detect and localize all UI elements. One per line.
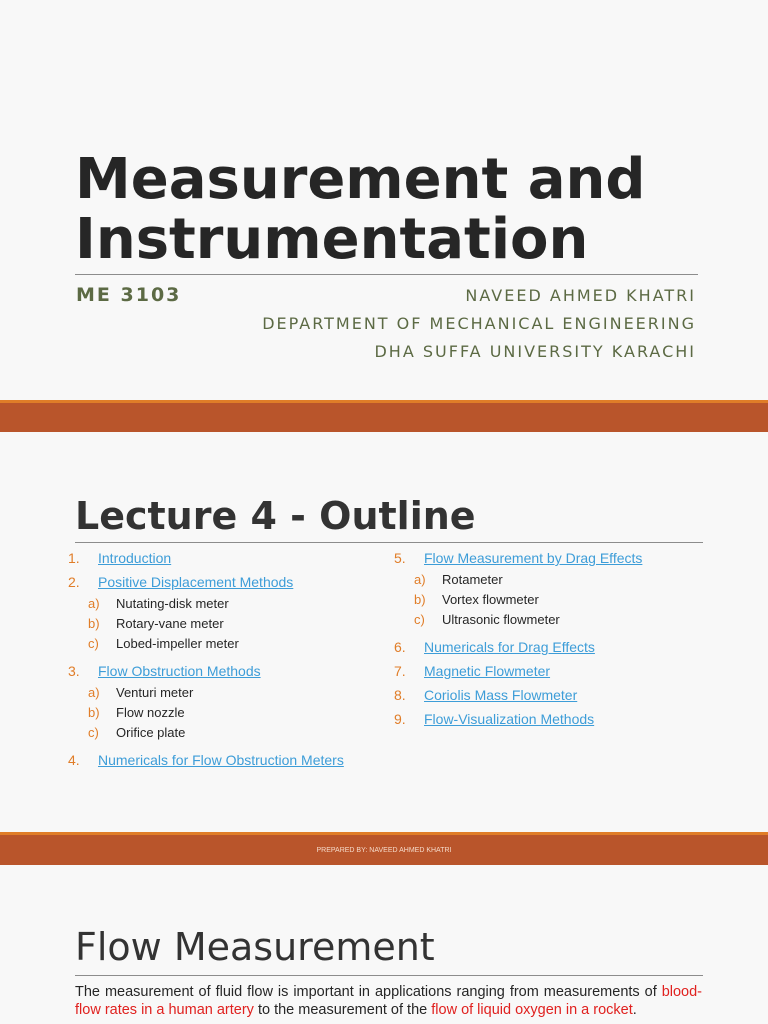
slide-separator-band bbox=[0, 400, 768, 432]
outline-subitem-letter: a) bbox=[88, 596, 100, 611]
outline-subitem-letter: a) bbox=[88, 685, 100, 700]
outline-subitem-letter: c) bbox=[88, 725, 99, 740]
title-line-1: Measurement and bbox=[75, 147, 646, 212]
title-divider bbox=[75, 274, 698, 275]
outline-left-column bbox=[68, 550, 378, 776]
outline-item bbox=[394, 663, 714, 679]
outline-item-number: 3. bbox=[68, 663, 80, 679]
outline-subitem-text: Rotameter bbox=[442, 572, 503, 587]
para-text: . bbox=[632, 1002, 637, 1018]
outline-subitem-text: Orifice plate bbox=[116, 725, 186, 740]
para-highlight: flow of liquid oxygen in a rocket bbox=[431, 1002, 633, 1018]
outline-item-number: 6. bbox=[394, 639, 406, 655]
para-highlight: blood-flow rates in a human artery bbox=[75, 984, 702, 1018]
outline-subitem-text: Flow nozzle bbox=[116, 705, 185, 720]
outline-item-number: 9. bbox=[394, 711, 406, 727]
outline-item bbox=[68, 752, 378, 768]
outline-subitem-letter: c) bbox=[414, 612, 425, 627]
outline-item-link[interactable]: Flow Obstruction Methods bbox=[98, 663, 261, 679]
para-text: The measurement of fluid flow is important in applications ranging from measurements of bbox=[75, 984, 662, 1000]
outline-item-link[interactable]: Coriolis Mass Flowmeter bbox=[424, 687, 578, 703]
outline-subitem bbox=[88, 723, 378, 743]
outline-item bbox=[68, 574, 378, 590]
university-name: DHA SUFFA UNIVERSITY KARACHI bbox=[374, 342, 696, 361]
flow-measurement-slide bbox=[0, 865, 768, 1024]
outline-item bbox=[394, 550, 714, 566]
outline-item-link[interactable]: Numericals for Drag Effects bbox=[424, 639, 595, 655]
outline-subitem bbox=[88, 683, 378, 703]
outline-subitem-text: Vortex flowmeter bbox=[442, 592, 539, 607]
outline-item bbox=[68, 663, 378, 679]
outline-item-number: 1. bbox=[68, 550, 80, 566]
outline-subitem-letter: b) bbox=[414, 592, 426, 607]
outline-item-link[interactable]: Numericals for Flow Obstruction Meters bbox=[98, 752, 344, 768]
intro-paragraph bbox=[75, 983, 702, 1019]
outline-subitem bbox=[414, 570, 714, 590]
band-edge bbox=[0, 400, 768, 403]
outline-subitems bbox=[394, 570, 714, 630]
outline-subitem-text: Venturi meter bbox=[116, 685, 194, 700]
para-text: to the measurement of the bbox=[253, 1002, 432, 1018]
outline-subitems bbox=[68, 683, 378, 743]
outline-title: Lecture 4 - Outline bbox=[75, 494, 476, 538]
presentation-title bbox=[75, 147, 715, 272]
outline-item bbox=[394, 687, 714, 703]
outline-subitem bbox=[88, 634, 378, 654]
outline-subitem-text: Lobed-impeller meter bbox=[116, 636, 239, 651]
outline-subitem-letter: c) bbox=[88, 636, 99, 651]
outline-subitem-text: Nutating-disk meter bbox=[116, 596, 229, 611]
outline-item bbox=[394, 639, 714, 655]
outline-subitem bbox=[88, 703, 378, 723]
author-name: NAVEED AHMED KHATRI bbox=[465, 286, 696, 305]
outline-subitem-letter: b) bbox=[88, 616, 100, 631]
outline-item-link[interactable]: Flow-Visualization Methods bbox=[424, 711, 595, 727]
course-code: ME 3103 bbox=[76, 284, 182, 306]
slide-divider bbox=[75, 975, 703, 976]
outline-divider bbox=[75, 542, 703, 543]
outline-item-number: 7. bbox=[394, 663, 406, 679]
outline-subitem bbox=[88, 614, 378, 634]
outline-item-number: 5. bbox=[394, 550, 406, 566]
title-line-2: Instrumentation bbox=[75, 207, 589, 272]
outline-subitem bbox=[88, 594, 378, 614]
outline-item-number: 4. bbox=[68, 752, 80, 768]
outline-item-number: 8. bbox=[394, 687, 406, 703]
outline-item-link[interactable]: Flow Measurement by Drag Effects bbox=[424, 550, 643, 566]
outline-item bbox=[68, 550, 378, 566]
outline-item-link[interactable]: Introduction bbox=[98, 550, 172, 566]
outline-item bbox=[394, 711, 714, 727]
department-name: DEPARTMENT OF MECHANICAL ENGINEERING bbox=[262, 314, 696, 333]
outline-subitem bbox=[414, 610, 714, 630]
outline-right-column bbox=[394, 550, 714, 735]
outline-subitem-letter: b) bbox=[88, 705, 100, 720]
outline-item-link[interactable]: Magnetic Flowmeter bbox=[424, 663, 551, 679]
outline-subitem-text: Ultrasonic flowmeter bbox=[442, 612, 560, 627]
title-slide bbox=[0, 0, 768, 400]
outline-item-link[interactable]: Positive Displacement Methods bbox=[98, 574, 294, 590]
author-block bbox=[262, 282, 696, 366]
outline-slide bbox=[0, 432, 768, 832]
footer-band bbox=[0, 832, 768, 865]
band-edge bbox=[0, 832, 768, 835]
outline-item-number: 2. bbox=[68, 574, 80, 590]
outline-subitem-letter: a) bbox=[414, 572, 426, 587]
outline-subitems bbox=[68, 594, 378, 654]
slide-title: Flow Measurement bbox=[75, 925, 435, 969]
outline-subitem bbox=[414, 590, 714, 610]
footer-prepared-by: PREPARED BY: NAVEED AHMED KHATRI bbox=[316, 847, 452, 854]
outline-subitem-text: Rotary-vane meter bbox=[116, 616, 224, 631]
